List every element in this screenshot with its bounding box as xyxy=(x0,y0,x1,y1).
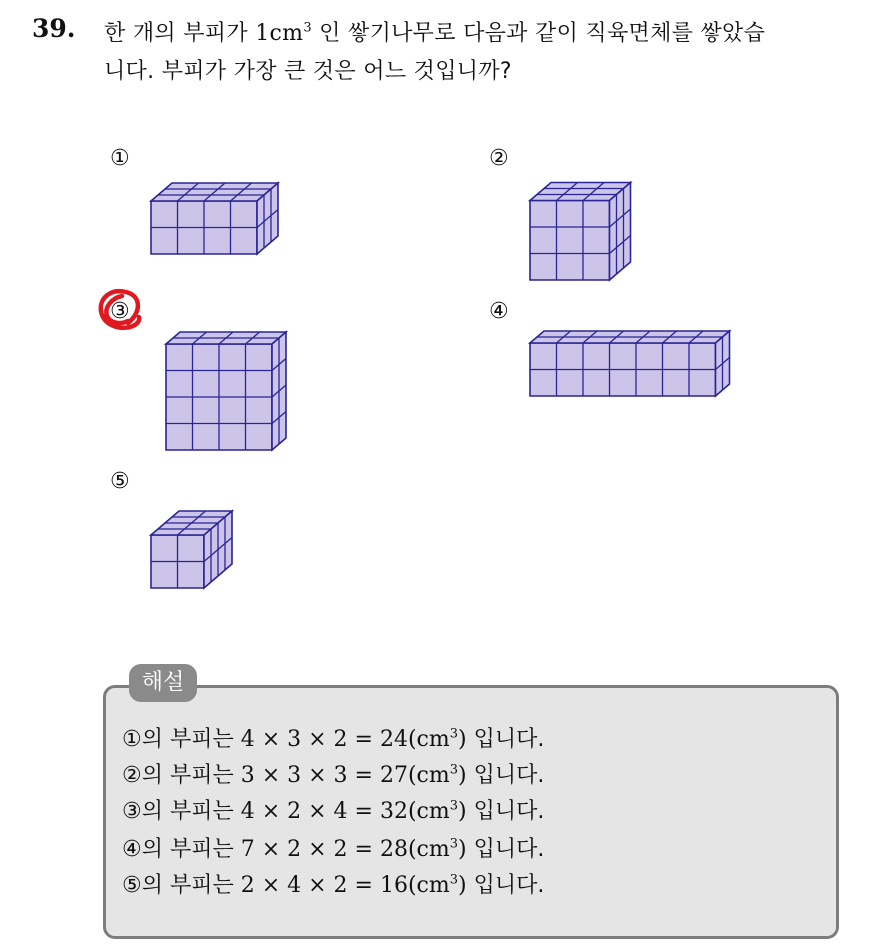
explanation-close: ) xyxy=(458,837,467,862)
explanation-suffix: 입니다. xyxy=(466,873,545,898)
cube-stack-option-4 xyxy=(530,331,730,396)
explanation-prefix: ⑤의 부피는 xyxy=(122,873,241,898)
option-label-2[interactable]: ② xyxy=(489,146,509,171)
explanation-close: ) xyxy=(458,799,467,824)
explanation-expression: 4 × 2 × 4 = 32( xyxy=(240,799,417,824)
explanation-unit: cm xyxy=(416,837,450,862)
explanation-expression: 7 × 2 × 2 = 28( xyxy=(240,837,417,862)
option-label-3[interactable]: ③ xyxy=(110,299,130,324)
explanation-unit: cm xyxy=(416,763,450,788)
explanation-tab: 해설 xyxy=(129,664,197,702)
explanation-exponent: 3 xyxy=(449,872,459,888)
explanation-close: ) xyxy=(458,763,467,788)
unit-volume-unit: cm xyxy=(269,21,304,46)
cube-stack-option-1 xyxy=(151,183,278,254)
explanation-suffix: 입니다. xyxy=(466,727,545,752)
explanation-suffix: 입니다. xyxy=(466,837,545,862)
explanation-suffix: 입니다. xyxy=(466,763,545,788)
explanation-line-3 xyxy=(122,794,544,825)
explanation-close: ) xyxy=(458,727,467,752)
explanation-line-1 xyxy=(122,722,544,753)
cube-stack-option-3 xyxy=(166,332,286,450)
option-label-1[interactable]: ① xyxy=(110,146,130,171)
explanation-expression: 2 × 4 × 2 = 16( xyxy=(240,873,417,898)
explanation-exponent: 3 xyxy=(449,798,459,814)
explanation-prefix: ②의 부피는 xyxy=(122,763,241,788)
cube-stack-option-5 xyxy=(151,511,232,588)
question-text-post: 인 쌓기나무로 다음과 같이 직육면체를 쌓았습 xyxy=(311,21,766,46)
option-label-4[interactable]: ④ xyxy=(489,299,509,324)
explanation-suffix: 입니다. xyxy=(466,799,545,824)
question-text-line-2: 니다. 부피가 가장 큰 것은 어느 것입니까? xyxy=(104,59,512,84)
explanation-exponent: 3 xyxy=(449,836,459,852)
explanation-unit: cm xyxy=(416,799,450,824)
explanation-unit: cm xyxy=(416,727,450,752)
explanation-exponent: 3 xyxy=(449,762,459,778)
unit-volume-value: 1 xyxy=(255,21,270,46)
explanation-line-5 xyxy=(122,868,544,899)
question-number: 39. xyxy=(32,14,76,43)
explanation-expression: 3 × 3 × 3 = 27( xyxy=(240,763,417,788)
option-label-5[interactable]: ⑤ xyxy=(110,469,130,494)
explanation-unit: cm xyxy=(416,873,450,898)
explanation-exponent: 3 xyxy=(449,726,459,742)
explanation-prefix: ①의 부피는 xyxy=(122,727,241,752)
cube-stack-option-2 xyxy=(530,183,631,281)
explanation-prefix: ④의 부피는 xyxy=(122,837,241,862)
answer-circle-mark xyxy=(101,291,139,328)
explanation-expression: 4 × 3 × 2 = 24( xyxy=(240,727,417,752)
explanation-line-2 xyxy=(122,758,544,789)
unit-volume-exponent: 3 xyxy=(303,20,312,36)
question-text-pre: 한 개의 부피가 xyxy=(104,21,256,46)
explanation-close: ) xyxy=(458,873,467,898)
explanation-line-4 xyxy=(122,832,544,863)
explanation-prefix: ③의 부피는 xyxy=(122,799,241,824)
